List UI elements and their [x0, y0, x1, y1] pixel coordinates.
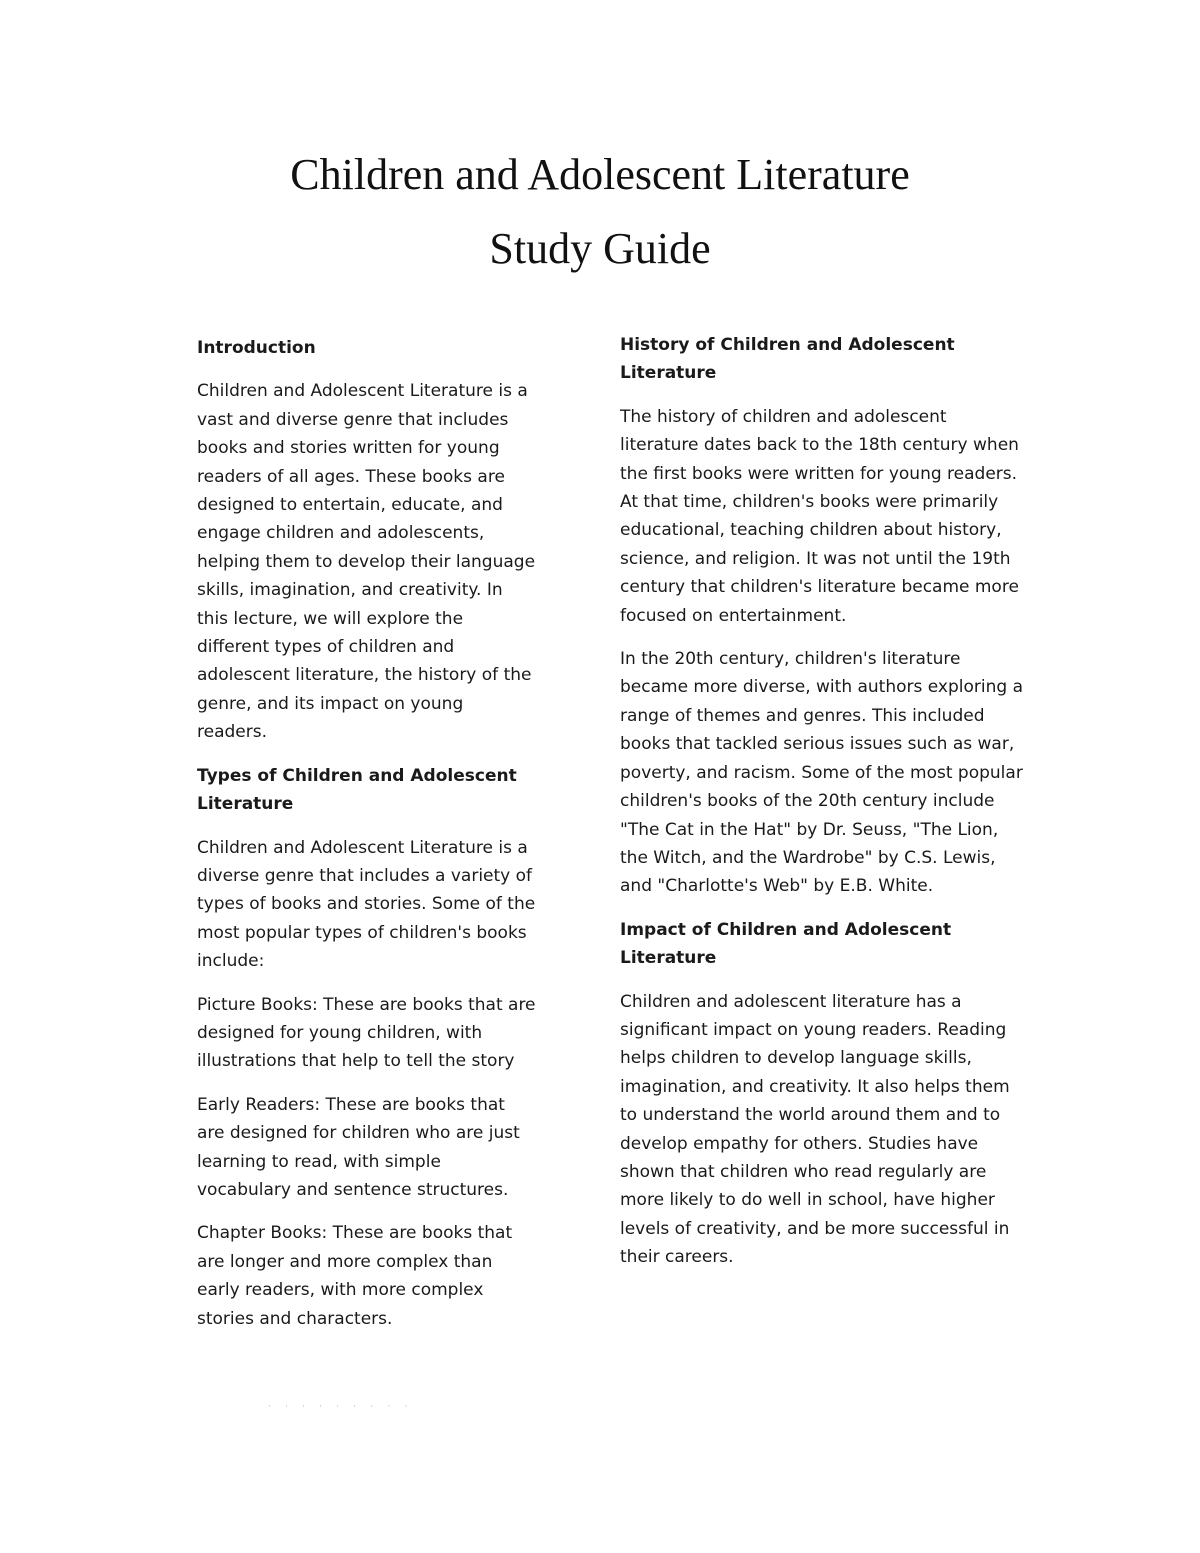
- chapter-books-paragraph: Chapter Books: These are books that are longer and more complex than early readers, with more complex stories and characters.: [197, 1223, 513, 1329]
- impact-paragraph: Children and adolescent literature has a significant impact on young readers. Reading helps children to develop language skills, imagination, and creativity. It also helps them to understand the world around them and to develop empathy for others. Studies have shown that children who read regularly are more likely to do well in school, have higher levels of creativity, and be more successful in their careers.: [620, 991, 1010, 1268]
- left-column: [197, 334, 537, 1348]
- introduction-heading: Introduction: [197, 338, 316, 358]
- cut-off-text-fragment: · · · · · · · · ·: [268, 1402, 414, 1411]
- title-line-2: Study Guide: [489, 224, 711, 273]
- history-heading: History of Children and Adolescent Literature: [620, 335, 955, 384]
- impact-heading: Impact of Children and Adolescent Literature: [620, 919, 952, 969]
- early-readers-paragraph: Early Readers: These are books that are designed for children who are just learning to read, with simple vocabulary and sentence structures.: [197, 1094, 520, 1200]
- history-paragraph-1: The history of children and adolescent literature dates back to the 18th century when the first books were written for young readers. At that time, children's books were primarily educational, teaching children about history, science, and religion. It was not until the 19th century that children's literature became more focused on entertainment.: [620, 406, 1019, 626]
- picture-books-paragraph: Picture Books: These are books that are designed for young children, with illustrations that help to tell the story: [197, 994, 536, 1072]
- introduction-paragraph: Children and Adolescent Literature is a vast and diverse genre that includes books and stories written for young readers of all ages. These books are designed to entertain, educate, and engage children and adolescents, helping them to develop their language skills, imagination, and creativity. In this lecture, we will explore the different types of children and adolescent literature, the history of the genre, and its impact on young readers.: [197, 381, 536, 743]
- right-column: [620, 331, 1028, 1287]
- title-line-1: Children and Adolescent Literature: [290, 150, 910, 199]
- document-title: [0, 138, 1200, 286]
- types-paragraph: Children and Adolescent Literature is a diverse genre that includes a variety of types of books and stories. Some of the most popular types of children's books include:: [197, 837, 536, 972]
- types-heading: Types of Children and Adolescent Literature: [197, 765, 517, 815]
- history-paragraph-2: In the 20th century, children's literature became more diverse, with authors exploring a range of themes and genres. This included books that tackled serious issues such as war, poverty, and racism. Some of the most popular children's books of the 20th century include "The Cat in the Hat" by Dr. Seuss, "The Lion, the Witch, and the Wardrobe" by C.S. Lewis, and "Charlotte's Web" by E.B. White.: [620, 649, 1024, 897]
